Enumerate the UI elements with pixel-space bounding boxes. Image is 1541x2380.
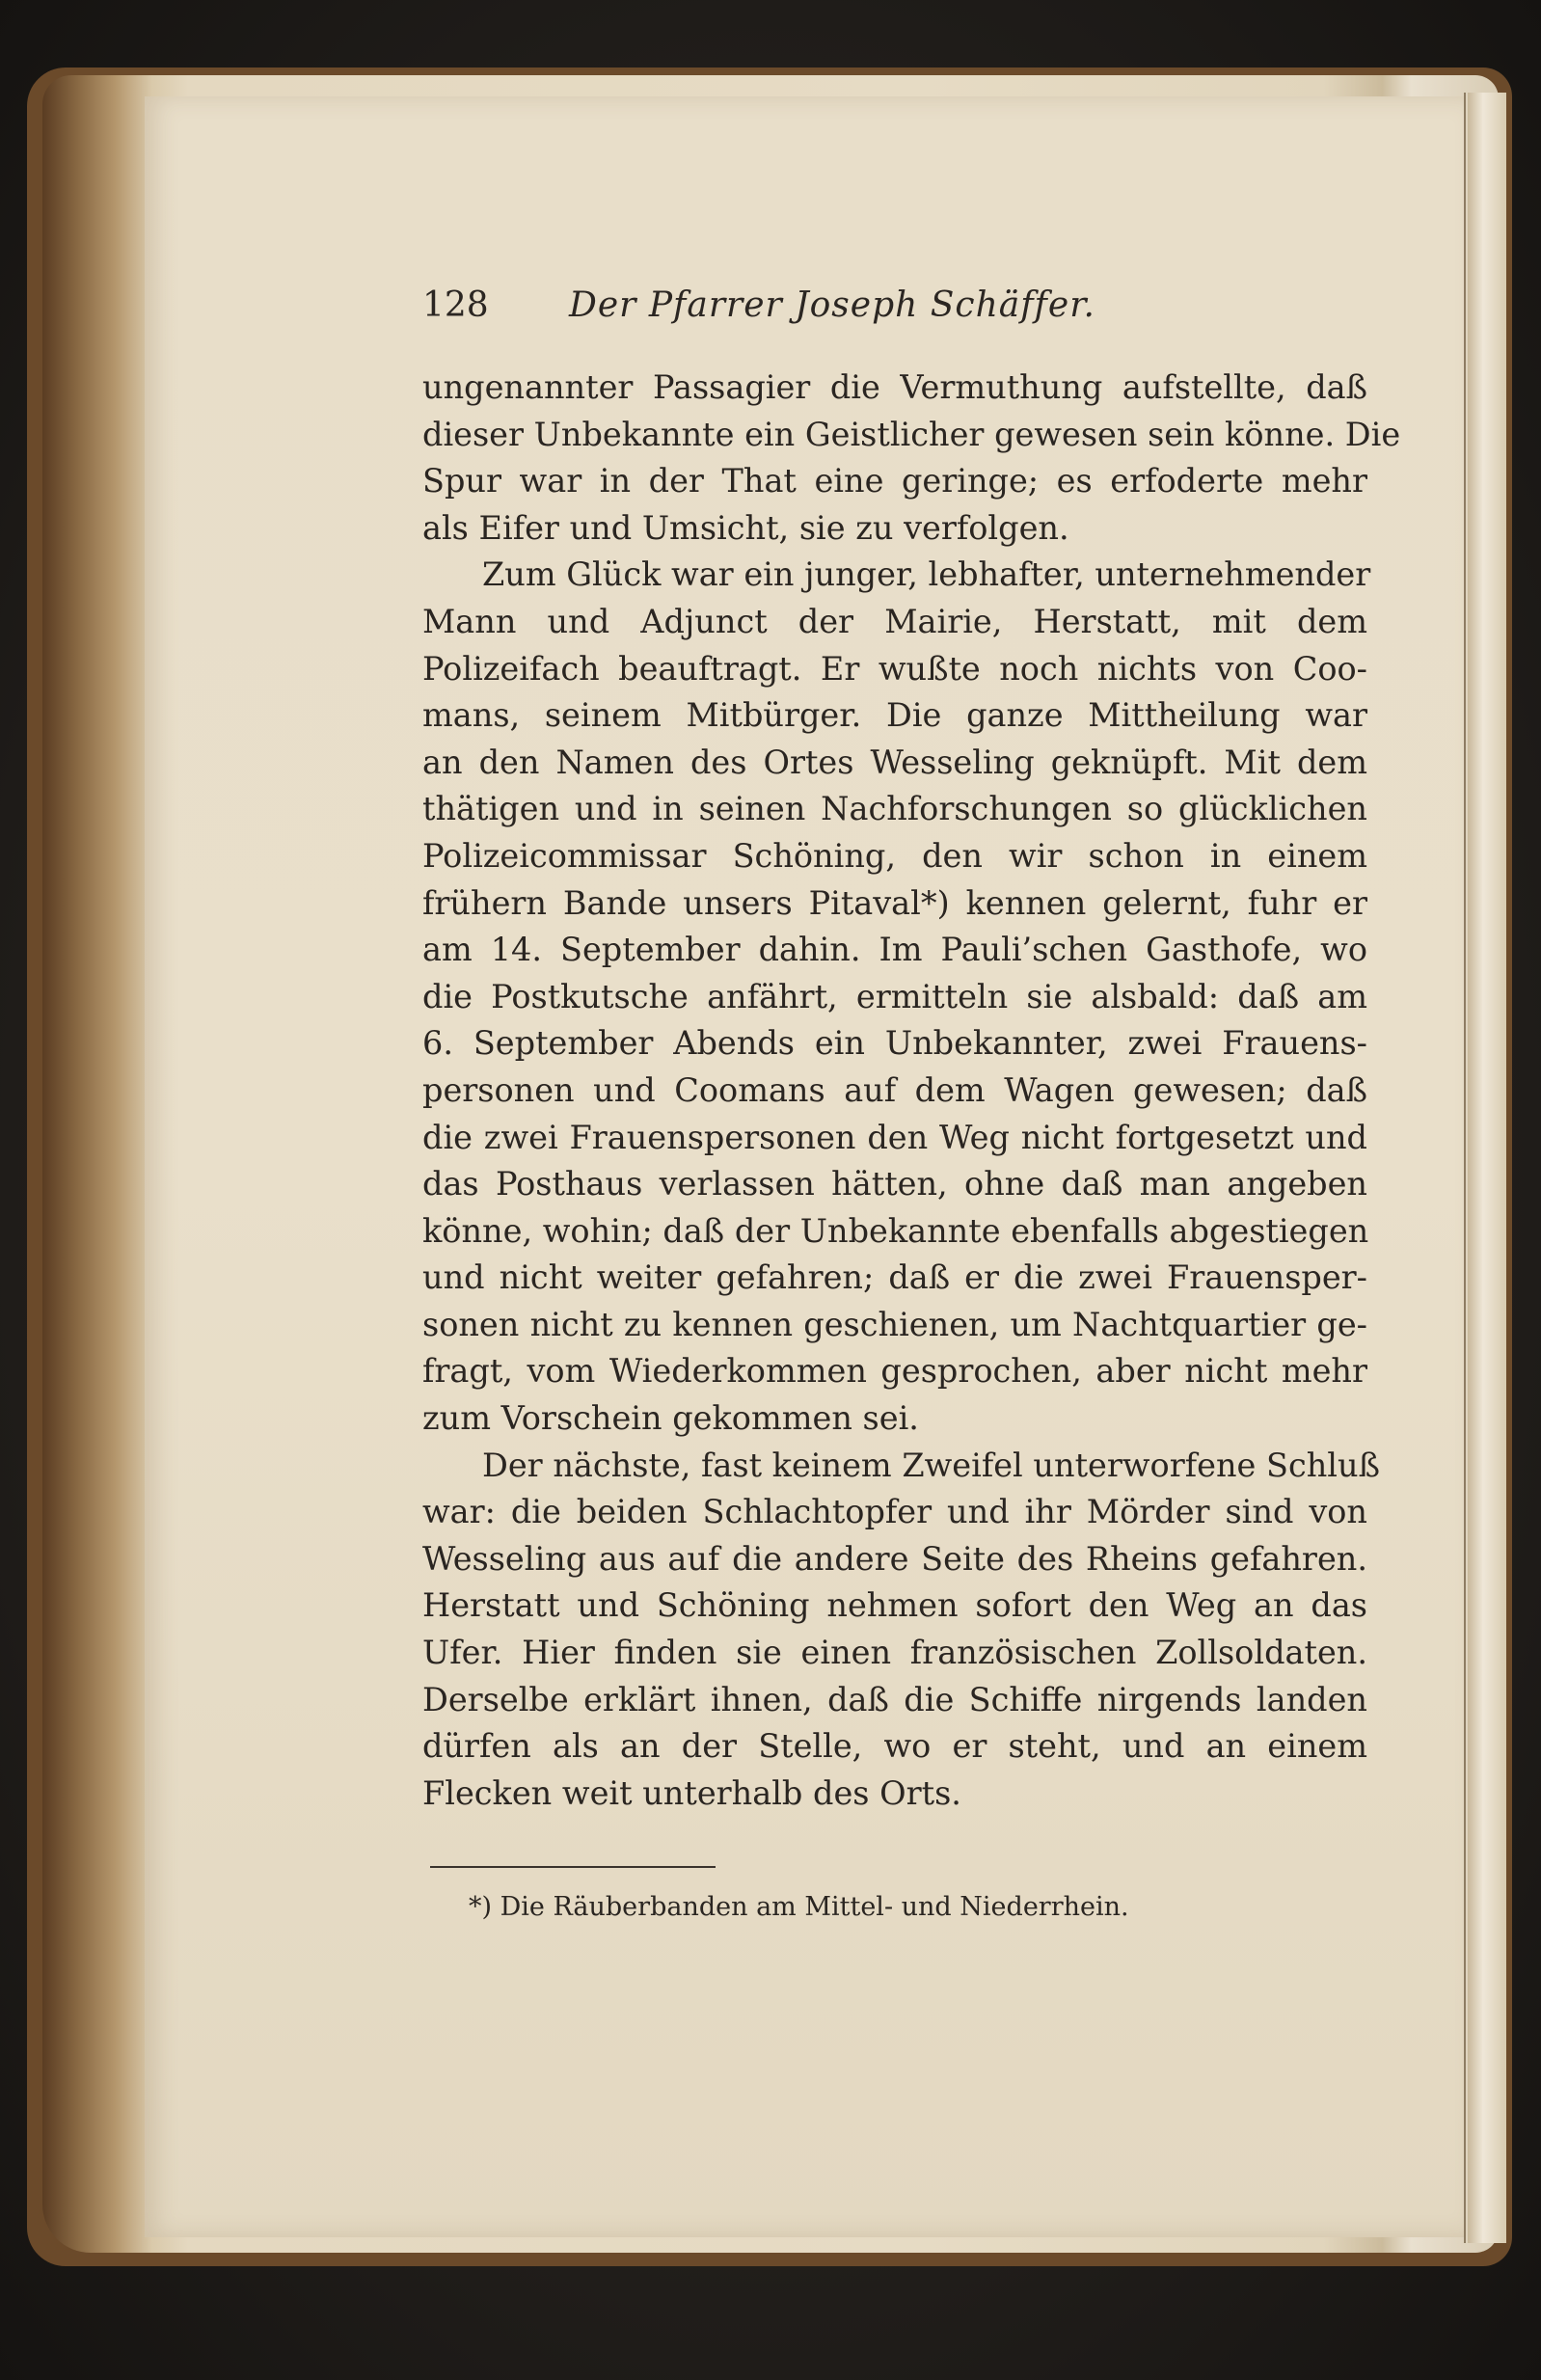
- text-line: sonen nicht zu kennen geschienen, um Nachtquartier ge-: [422, 1305, 1367, 1343]
- text-line: Derselbe erklärt ihnen, daß die Schiffe nirgends landen: [422, 1680, 1367, 1718]
- text-line: Flecken weit unterhalb des Orts.: [422, 1773, 961, 1812]
- text-line: das Posthaus verlassen hätten, ohne daß man angeben: [422, 1165, 1367, 1204]
- text-line: fragt, vom Wiederkommen gesprochen, aber nicht mehr: [422, 1352, 1367, 1391]
- text-line: frühern Bande unsers Pitaval*) kennen gelernt, fuhr er: [422, 883, 1367, 922]
- text-line: dürfen als an der Stelle, wo er steht, und an einem: [422, 1727, 1367, 1766]
- text-line: Herstatt und Schöning nehmen sofort den Weg an das: [422, 1586, 1367, 1625]
- text-line: Zum Glück war ein junger, lebhafter, unternehmender: [482, 555, 1371, 594]
- footnote: *) Die Räuberbanden am Mittel- und Niederrhein.: [469, 1892, 1129, 1922]
- page-header: [422, 276, 1136, 334]
- text-line: mans, seinem Mitbürger. Die ganze Mittheilung war: [422, 696, 1367, 735]
- text-line: dieser Unbekannte ein Geistlicher gewesen sein könne. Die: [422, 415, 1401, 453]
- text-line: zum Vorschein gekommen sei.: [422, 1399, 919, 1438]
- gutter-line: [1464, 93, 1466, 2243]
- text-line: und nicht weiter gefahren; daß er die zwei Frauensper-: [422, 1258, 1367, 1297]
- text-line: am 14. September dahin. Im Pauli’schen Gasthofe, wo: [422, 931, 1367, 969]
- text-line: Polizeifach beauftragt. Er wußte noch nichts von Coo-: [422, 649, 1367, 688]
- body-text: [422, 365, 1401, 1817]
- text-line: personen und Coomans auf dem Wagen gewesen; daß: [422, 1070, 1367, 1109]
- next-page-edge: [1468, 93, 1506, 2243]
- text-line: ungenannter Passagier die Vermuthung aufstellte, daß: [422, 368, 1367, 406]
- text-line: Der nächste, fast keinem Zweifel unterworfene Schluß: [482, 1446, 1380, 1484]
- text-line: die Postkutsche anfährt, ermitteln sie alsbald: daß am: [422, 977, 1367, 1015]
- page-number: 128: [422, 284, 489, 325]
- text-line: an den Namen des Ortes Wesseling geknüpft. Mit dem: [422, 743, 1367, 781]
- text-line: Spur war in der That eine geringe; es erfoderte mehr: [422, 462, 1367, 500]
- text-line: 6. September Abends ein Unbekannter, zwei Frauens-: [422, 1024, 1367, 1063]
- text-line: thätigen und in seinen Nachforschungen so glücklichen: [422, 790, 1367, 828]
- text-line: die zwei Frauenspersonen den Weg nicht fortgesetzt und: [422, 1118, 1367, 1156]
- running-title: Der Pfarrer Joseph Schäffer.: [569, 284, 1095, 325]
- text-line: Mann und Adjunct der Mairie, Herstatt, mit dem: [422, 602, 1367, 640]
- text-line: war: die beiden Schlachtopfer und ihr Mörder sind von: [422, 1493, 1367, 1531]
- text-line: als Eifer und Umsicht, sie zu verfolgen.: [422, 508, 1069, 547]
- footnote-rule: [430, 1866, 716, 1868]
- text-line: Polizeicommissar Schöning, den wir schon in einem: [422, 836, 1367, 875]
- text-line: Ufer. Hier finden sie einen französischen Zollsoldaten.: [422, 1634, 1367, 1672]
- text-line: könne, wohin; daß der Unbekannte ebenfalls abgestiegen: [422, 1211, 1369, 1250]
- text-line: Wesseling aus auf die andere Seite des Rheins gefahren.: [422, 1539, 1367, 1578]
